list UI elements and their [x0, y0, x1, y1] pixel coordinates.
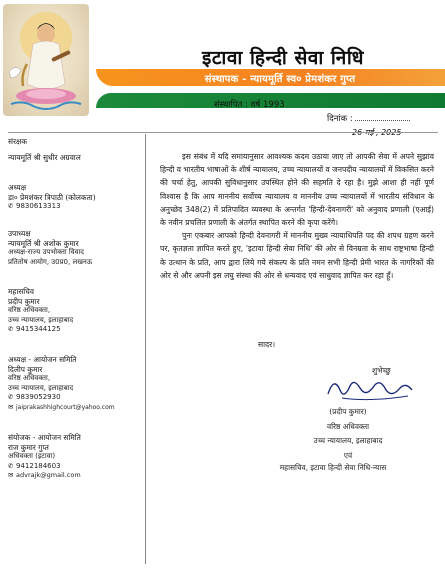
- patron-section: [8, 137, 143, 162]
- organizing-chair-section: [8, 355, 143, 413]
- handwritten-signature: [320, 372, 420, 406]
- vp-title-2: प्रतितोष आयोग, उ0प्र0, लखनऊ: [8, 257, 93, 266]
- signatory-court: उच्च न्यायालय, इलाहाबाद: [313, 436, 383, 445]
- convener-email: advrajk@gmail.com: [16, 471, 81, 480]
- sidebar-officials: [8, 137, 143, 557]
- chair-email: jaiprakashhighcourt@yahoo.com: [16, 403, 115, 411]
- signatory-title: वरिष्ठ अधिवक्ता: [326, 421, 370, 431]
- gs-label: महासचिव: [8, 287, 34, 296]
- patron-name: न्यायमूर्ति श्री सुधीर अग्रवाल: [8, 152, 81, 162]
- salutation-text: शुभेच्छु: [372, 366, 391, 375]
- gs-title-1: वरिष्ठ अधिवक्ता,: [8, 306, 51, 315]
- chair-name: दिलीप कुमार: [8, 364, 43, 374]
- president-phone: 9830613313: [16, 202, 61, 211]
- sidebar-divider: [145, 134, 146, 564]
- date-field: [327, 113, 410, 124]
- header-divider: [8, 132, 438, 133]
- organization-name: इटावा हिन्दी सेवा निधि: [202, 47, 364, 69]
- president-name: डा० प्रेमशंकर त्रिपाठी (कोलकता): [8, 192, 96, 202]
- patron-label: संरक्षक: [8, 137, 27, 146]
- chair-label: अध्यक्ष - आयोजन समिति: [8, 355, 77, 364]
- signatory-organization: महासचिव, इटावा हिन्दी सेवा निधि-न्यास: [279, 463, 387, 472]
- phone-icon: ✆: [8, 202, 14, 211]
- phone-icon: ✆: [8, 461, 14, 470]
- letter-paragraph-1: इस संबंध में यदि समायानुसार आवश्यक कदम उठाया जाए तो आपकी सेवा में अपने सुझाव हिन्दी व भारतीय भाषाओं के शीर्ष न्यायालय, उच्च न्यायालयों व जनपदीय न्यायालयों में विकसित करने की चर्चा हेतु, आपकी सुविधानुसार उपस्थित होने की सहमति दे रहा है। मुझे आशा ही नहीं पूर्ण विश्वास है कि आप माननीय सर्वोच्च न्यायालय व माननीय उच्च न्यायालयों में भारतीय संविधान के अनुच्छेद 348(2) में प्रतिपादित व्यवस्था के अन्तर्गत 'हिन्दी-देवनागरी' को अनुवाद प्रणाली (एआई) के नवीन प्रचलित प्रणाली के अंतर्गत स्थापित करने की कृपा करेंगे।: [160, 152, 434, 228]
- vp-name: न्यायमूर्ति श्री अशोक कुमार: [8, 238, 79, 248]
- founder-line: संस्थापक - न्यायमूर्ति स्व० प्रेमशंकर गुप्त: [204, 74, 356, 85]
- general-secretary-section: [8, 287, 143, 335]
- established-line: संस्थापित : वर्ष 1993: [214, 100, 285, 110]
- convener-phone: 9412184603: [16, 461, 61, 470]
- convener-title: अधिवक्ता (इटावा): [8, 452, 56, 461]
- chair-title-1: वरिष्ठ अधिवक्ता,: [8, 374, 51, 383]
- letter-body: [160, 150, 434, 282]
- saraswati-icon: [3, 4, 89, 116]
- president-label: अध्यक्ष: [8, 183, 27, 192]
- vp-title-1: अध्यक्ष-राज्य उपभोक्ता विवाद: [8, 248, 85, 257]
- convener-label: संयोजक - आयोजन समिति: [8, 433, 81, 442]
- chair-title-2: उच्च न्यायालय, इलाहाबाद: [8, 383, 74, 392]
- vice-president-section: [8, 229, 143, 267]
- phone-icon: ✆: [8, 393, 14, 402]
- email-icon: ✉: [8, 471, 14, 480]
- chair-phone: 9839052930: [16, 393, 61, 402]
- gs-name: प्रदीप कुमार: [8, 296, 40, 306]
- gs-title-2: उच्च न्यायालय, इलाहाबाद: [8, 315, 74, 324]
- convener-name: राज कुमार गुप्त: [8, 442, 49, 452]
- date-underline: [355, 120, 410, 121]
- phone-icon: ✆: [8, 325, 14, 334]
- date-label: दिनांक :: [327, 114, 353, 124]
- gs-phone: 9415344125: [16, 325, 61, 334]
- letter-paragraph-2: पुनः एकबार आपको हिन्दी देवनागरी में माननीय मुख्य न्यायाधिपति पद की शपथ ग्रहण करने पर, कृतज्ञता ज्ञापित करते हुए, 'इटावा हिन्दी सेवा निधि' की ओर से विनम्रता के साथ राष्ट्रभाषा हिन्दी के उत्थान के प्रति, आप द्वारा लिये गये संकल्प के प्रति नमन सभी हिन्दी प्रेमी भारत के नागरिकों की ओर से और अपनी इस लघु संस्था की ओर से धन्यवाद एवं साधुवाद ज्ञापित कर रहा हूँ।: [160, 231, 434, 280]
- signature-block: [273, 405, 423, 463]
- closing-text: सादर।: [258, 340, 276, 349]
- email-icon: ✉: [8, 402, 14, 411]
- vp-label: उपाध्यक्ष: [8, 229, 31, 238]
- convener-section: [8, 433, 143, 481]
- signatory-and: एवं: [343, 450, 353, 460]
- saraswati-logo: [3, 4, 89, 116]
- signatory-name: (प्रदीप कुमार): [329, 407, 367, 416]
- president-section: [8, 183, 143, 212]
- date-value: 26 मई , 2025: [352, 128, 402, 137]
